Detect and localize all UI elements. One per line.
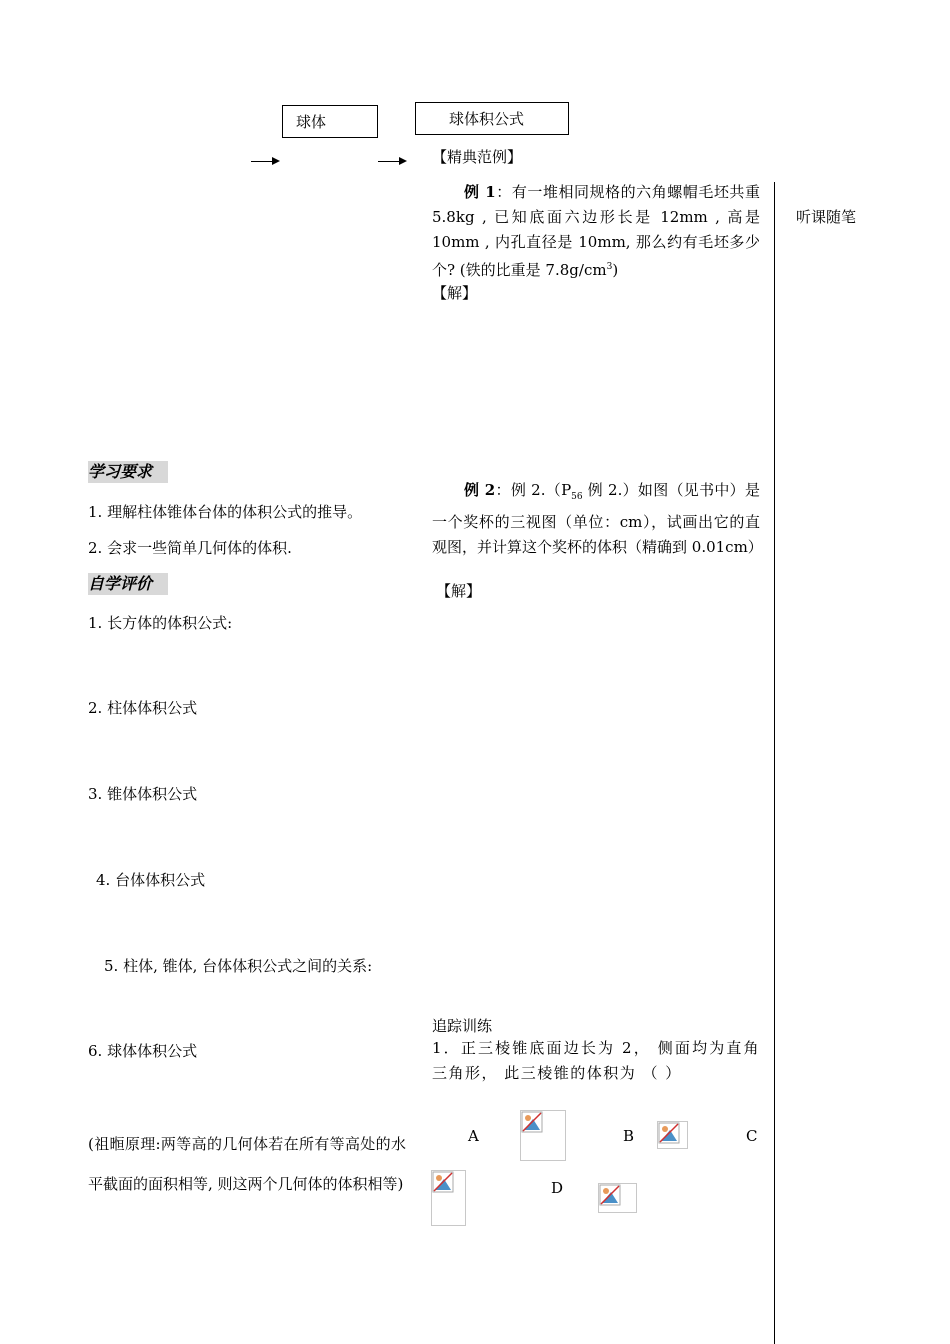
option-a-label: A xyxy=(468,1127,479,1145)
example-2-text-b: 例 2.）如图（见书中）是一个奖杯的三视图（单位：cm），试画出它的直观图，并计算这个奖杯的体积（精确到 0.01cm） xyxy=(432,481,763,556)
example-2-text-a: ：例 2.（P xyxy=(495,481,572,499)
solution-2-label: 【解】 xyxy=(436,582,482,600)
practice-question-1: 1．正三棱锥底面边长为 2， 侧面均为直角三角形， 此三棱锥的体积为 （ ） xyxy=(432,1039,760,1082)
self-evaluation-item-5: 5. 柱体, 锥体, 台体体积公式之间的关系: xyxy=(104,957,373,975)
self-evaluation-item-1: 1. 长方体的体积公式: xyxy=(88,614,233,632)
option-a-image-icon xyxy=(520,1110,566,1161)
example-1-label: 例 1 xyxy=(464,183,496,201)
option-c-image-icon xyxy=(431,1170,466,1226)
arrow-right-icon xyxy=(251,161,278,162)
example-1-text: ：有一堆相同规格的六角螺帽毛坯共重 5.8kg , 已知底面六边形长是 12mm , 高是 10mm , 内孔直径是 10mm, 那么约有毛坯多少个? (铁的比重是 7.8g/cm xyxy=(432,183,760,279)
arrow-right-icon xyxy=(378,161,405,162)
option-b-image-icon xyxy=(657,1121,688,1149)
example-1-sup: 3 xyxy=(606,262,613,272)
self-evaluation-item-6: 6. 球体体积公式 xyxy=(88,1042,198,1060)
self-evaluation-item-3: 3. 锥体体积公式 xyxy=(88,785,198,803)
study-requirements-title: 学习要求 xyxy=(88,461,168,483)
notes-label: 听课随笔 xyxy=(796,208,857,226)
option-d-label: D xyxy=(551,1179,564,1197)
sphere-volume-formula-box xyxy=(415,102,569,135)
practice-title: 追踪训练 xyxy=(432,1017,493,1035)
study-requirement-1: 1. 理解柱体锥体台体的体积公式的推导。 xyxy=(88,503,363,521)
example-1-close: ) xyxy=(612,261,619,279)
zu-geng-principle: (祖暅原理:两等高的几何体若在所有等高处的水平截面的面积相等, 则这两个几何体的体积相等) xyxy=(88,1135,406,1193)
solution-1-label: 【解】 xyxy=(432,284,478,302)
study-requirement-2: 2. 会求一些简单几何体的体积. xyxy=(88,539,292,557)
self-evaluation-title: 自学评价 xyxy=(88,573,168,595)
notes-divider xyxy=(774,182,775,1344)
option-c-label: C xyxy=(746,1127,758,1145)
sphere-box-label: 球体 xyxy=(296,113,327,131)
example-2 xyxy=(432,478,763,560)
example-section-title: 【精典范例】 xyxy=(432,148,523,166)
option-b-label: B xyxy=(623,1127,635,1145)
self-evaluation-item-4: 4. 台体体积公式 xyxy=(96,871,206,889)
self-evaluation-item-2: 2. 柱体体积公式 xyxy=(88,699,198,717)
example-1 xyxy=(432,180,760,283)
sphere-volume-formula-label: 球体积公式 xyxy=(449,110,525,128)
sphere-box xyxy=(282,105,378,138)
example-2-sub: 56 xyxy=(571,492,583,502)
option-d-image-icon xyxy=(598,1183,637,1213)
example-2-label: 例 2 xyxy=(464,481,496,499)
